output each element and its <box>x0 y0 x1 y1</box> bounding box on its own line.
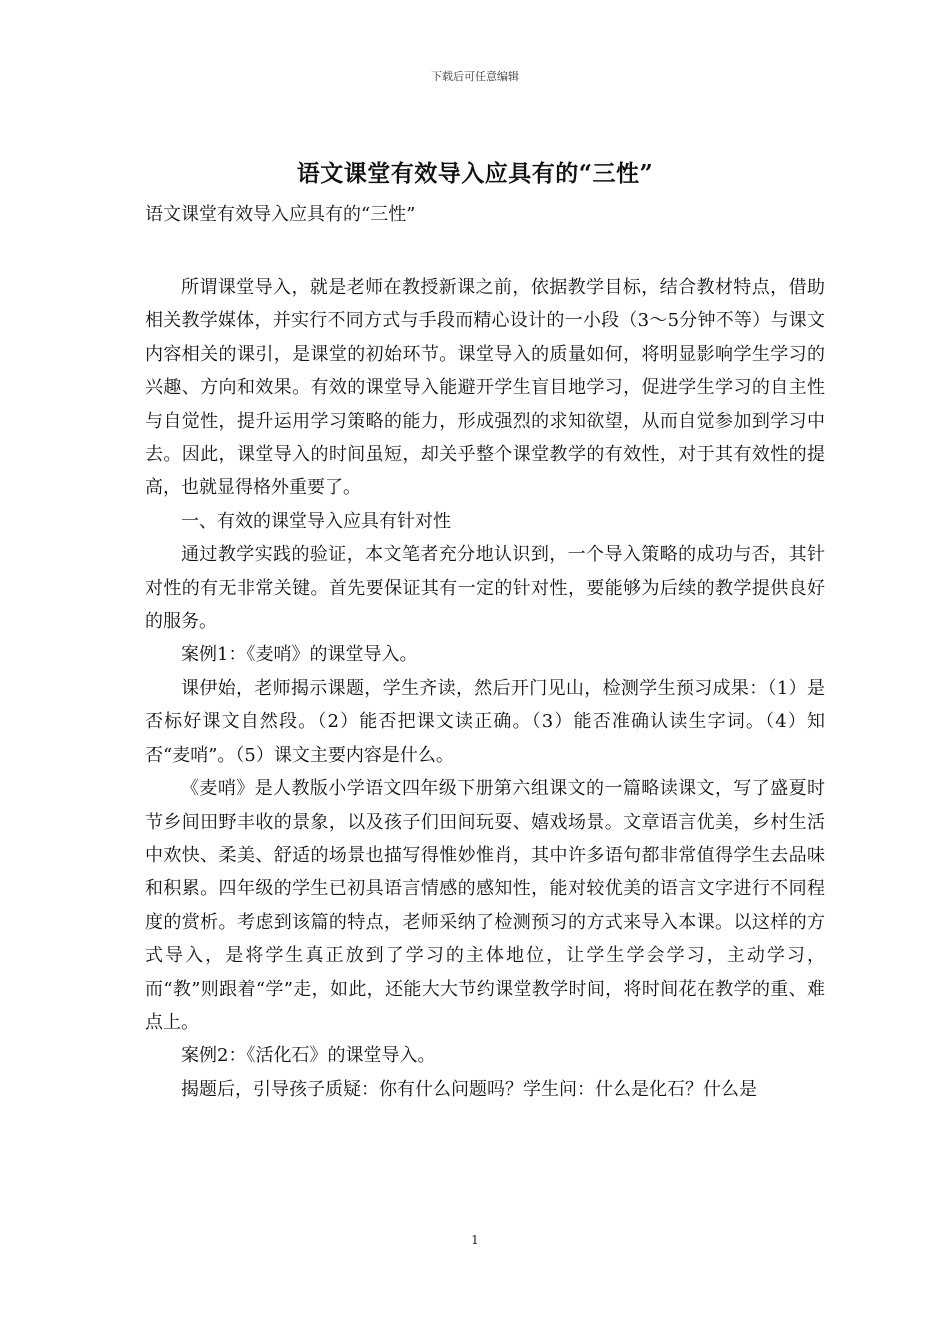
paragraph-case-1-steps: 课伊始，老师揭示课题，学生齐读，然后开门见山，检测学生预习成果：（1）是否标好课文自然段。（2）能否把课文读正确。（3）能否准确认读生字词。（4）知否“麦哨”。（5）课文主要内容是什么。 <box>145 677 825 766</box>
paragraph-section-1: 通过教学实践的验证，本文笔者充分地认识到，一个导入策略的成功与否，其针对性的有无非常关键。首先要保证其有一定的针对性，要能够为后续的教学提供良好的服务。 <box>145 544 825 633</box>
paragraph-case-1-analysis: 《麦哨》是人教版小学语文四年级下册第六组课文的一篇略读课文，写了盛夏时节乡间田野丰收的景象，以及孩子们田间玩耍、嬉戏场景。文章语言优美，乡村生活中欢快、柔美、舒适的场景也描写得惟妙惟肖，其中许多语句都非常值得学生去品味和积累。四年级的学生已初具语言情感的感知性，能对较优美的语言文字进行不同程度的赏析。考虑到该篇的特点，老师采纳了检测预习的方式来导入本课。以这样的方式导入，是将学生真正放到了学习的主体地位，让学生学会学习，主动学习，而“教”则跟着“学”走，如此，还能大大节约课堂教学时间，将时间花在教学的重、难点上。 <box>145 778 825 1033</box>
header-note: 下载后可任意编辑 <box>431 70 519 83</box>
paragraph-intro: 所谓课堂导入，就是老师在教授新课之前，依据教学目标，结合教材特点，借助相关教学媒体，并实行不同方式与手段而精心设计的一小段（3～5分钟不等）与课文内容相关的课引，是课堂的初始环节。课堂导入的质量如何，将明显影响学生学习的兴趣、方向和效果。有效的课堂导入能避开学生盲目地学习，促进学生学习的自主性与自觉性，提升运用学习策略的能力，形成强烈的求知欲望，从而自觉参加到学习中去。因此，课堂导入的时间虽短，却关乎整个课堂教学的有效性，对于其有效性的提高，也就显得格外重要了。 <box>145 277 825 499</box>
section-heading-1: 一、有效的课堂导入应具有针对性 <box>181 510 451 532</box>
case-1-heading: 案例1：《麦哨》的课堂导入。 <box>181 644 418 666</box>
document-body <box>145 271 825 1106</box>
paragraph-case-2-start: 揭题后，引导孩子质疑：你有什么问题吗？学生问：什么是化石？什么是 <box>181 1078 757 1100</box>
page-number: 1 <box>471 1233 479 1247</box>
case-2-heading: 案例2：《活化石》的课堂导入。 <box>181 1045 436 1067</box>
document-subtitle: 语文课堂有效导入应具有的“三性” <box>145 204 416 225</box>
document-title: 语文课堂有效导入应具有的“三性” <box>296 160 654 187</box>
